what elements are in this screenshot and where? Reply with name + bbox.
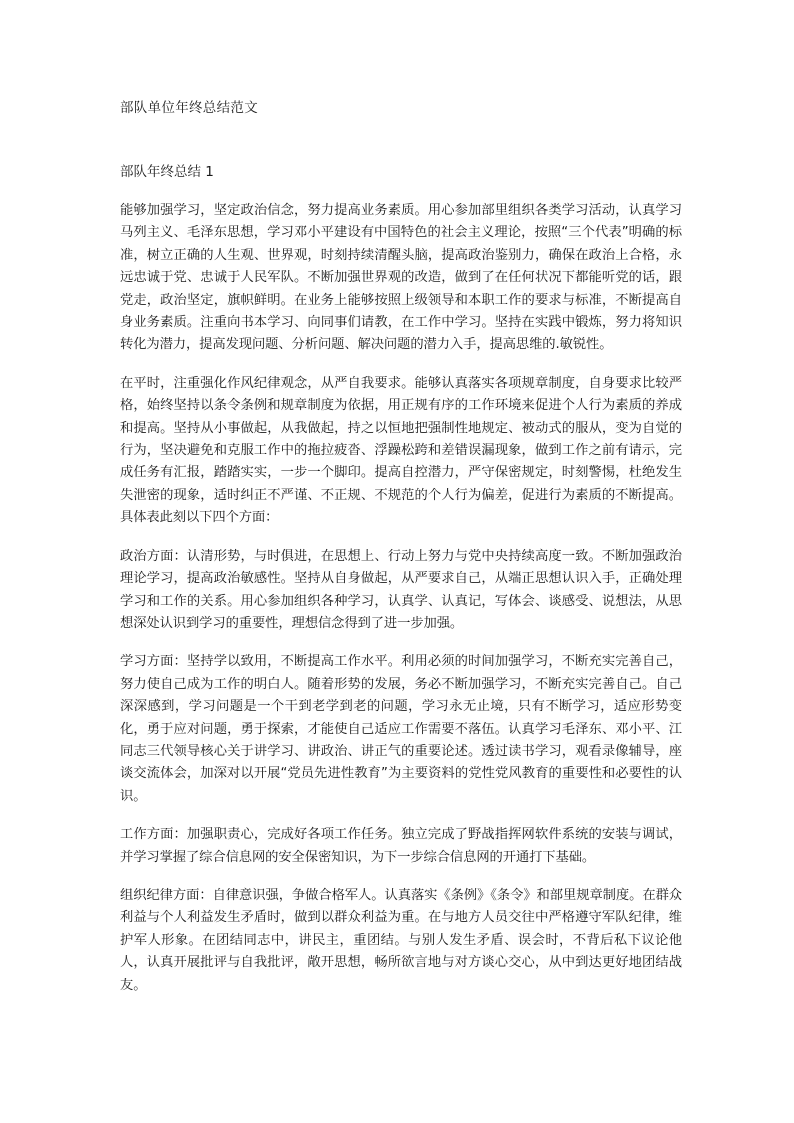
paragraph-study: 能够加强学习，坚定政治信念，努力提高业务素质。用心参加部里组织各类学习活动，认真学习马列主义、毛泽东思想，学习邓小平建设有中国特色的社会主义理论，按照“三个代表”明确的标准，树立正确的人生观、世界观，时刻持续清醒头脑，提高政治鉴别力，确保在政治上合格，永远忠诚于党、忠诚于人民军队。不断加强世界观的改造，做到了在任何状况下都能听党的话，跟党走，政治坚定，旗帜鲜明。在业务上能够按照上级领导和本职工作的要求与标准，不断提高自身业务素质。注重向书本学习、向同事们请教，在工作中学习。坚持在实践中锻炼，努力将知识转化为潜力，提高发现问题、分析问题、解决问题的潜力入手，提高思维的.敏锐性。: [120, 203, 682, 353]
paragraph-learning: 学习方面：坚持学以致用，不断提高工作水平。利用必须的时间加强学习，不断充实完善自己，努力使自己成为工作的明白人。随着形势的发展，务必不断加强学习，不断充实完善自己。自己深深感到，学习问题是一个干到老学到老的问题，学习永无止境，只有不断学习，适应形势变化，勇于应对问题，勇于探索，才能使自己适应工作需要不落伍。认真学习毛泽东、邓小平、江同志三代领导核心关于讲学习、讲政治、讲正气的重要论述。透过读书学习，观看录像辅导，座谈交流体会，加深对以开展“党员先进性教育”为主要资料的党性党风教育的重要性和必要性的认识。: [120, 654, 682, 804]
paragraph-organization: 组织纪律方面：自律意识强，争做合格军人。认真落实《条例》《条令》和部里规章制度。在群众利益与个人利益发生矛盾时，做到以群众利益为重。在与地方人员交往中严格遵守军队纪律，维护军人形象。在团结同志中，讲民主，重团结。与别人发生矛盾、误会时，不背后私下议论他人，认真开展批评与自我批评，敞开思想，畅所欲言地与对方谈心交心，从中到达更好地团结战友。: [120, 887, 682, 993]
section-heading: 部队年终总结 1: [120, 164, 214, 180]
paragraph-discipline: 在平时，注重强化作风纪律观念，从严自我要求。能够认真落实各项规章制度，自身要求比较严格，始终坚持以条令条例和规章制度为依据，用正规有序的工作环境来促进个人行为素质的养成和提高。坚持从小事做起，从我做起，持之以恒地把强制性地规定、被动式的服从，变为自觉的行为，坚决避免和克服工作中的拖拉疲沓、浮躁松跨和差错误漏现象，做到工作之前有请示，完成任务有汇报，踏踏实实，一步一个脚印。提高自控潜力，严守保密规定，时刻警惕，杜绝发生失泄密的现象，适时纠正不严谨、不正规、不规范的个人行为偏差，促进行为素质的不断提高。具体表此刻以下四个方面：: [120, 375, 682, 526]
paragraph-work: 工作方面：加强职责心，完成好各项工作任务。独立完成了野战指挥网软件系统的安装与调试，并学习掌握了综合信息网的安全保密知识，为下一步综合信息网的开通打下基础。: [120, 827, 682, 865]
paragraph-political: 政治方面：认清形势，与时俱进，在思想上、行动上努力与党中央持续高度一致。不断加强政治理论学习，提高政治敏感性。坚持从自身做起，从严要求自己，从端正思想认识入手，正确处理学习和工作的关系。用心参加组织各种学习，认真学、认真记，写体会、谈感受、说想法，从思想深处认识到学习的重要性，理想信念得到了进一步加强。: [120, 548, 682, 631]
document-body: [120, 200, 682, 1013]
document-title: 部队单位年终总结范文: [120, 100, 258, 116]
